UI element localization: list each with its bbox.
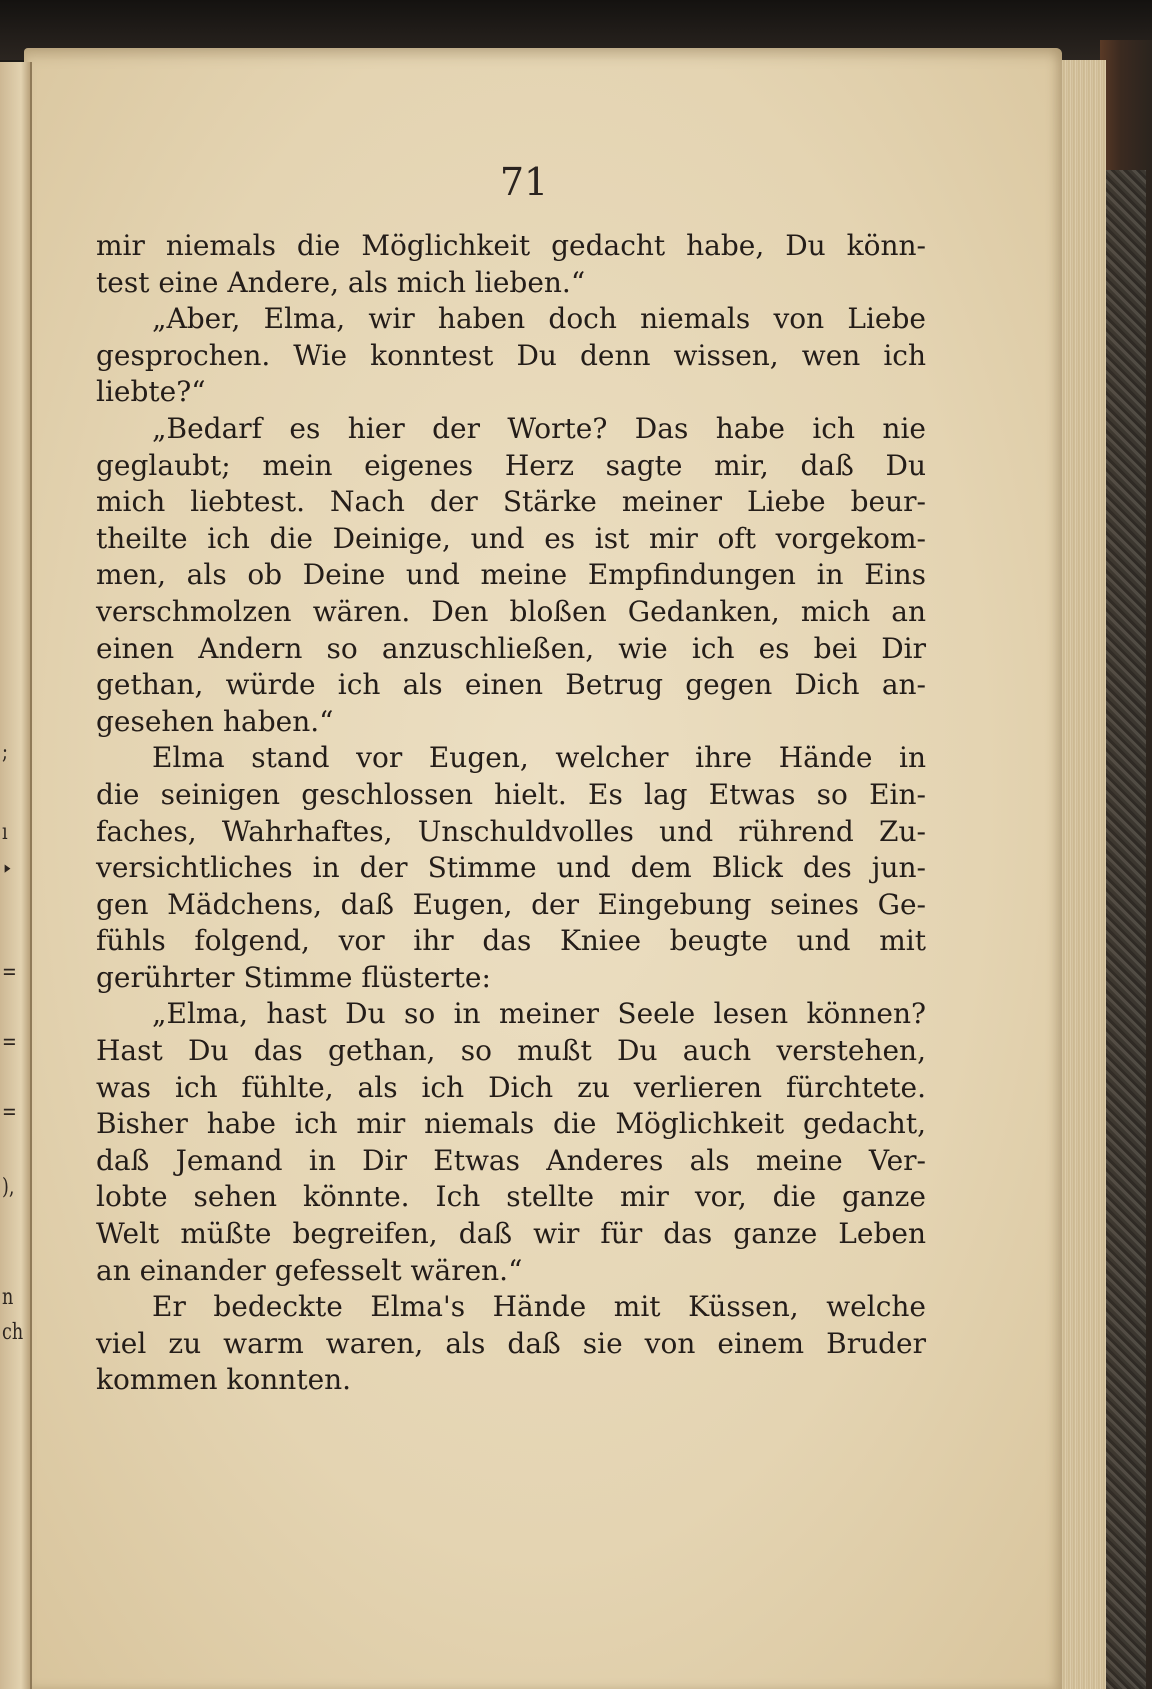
previous-page-fragment: ),: [2, 1175, 15, 1200]
text-line: einen Andern so anzuschließen, wie ich es bei Dir: [96, 631, 926, 665]
text-line: gen Mädchens, daß Eugen, der Eingebung seines Ge-: [96, 887, 926, 921]
text-line: kommen konnten.: [96, 1363, 352, 1397]
previous-page-fragment: =: [2, 1100, 17, 1125]
text-line: viel zu warm waren, als daß sie von einem Bruder: [96, 1326, 926, 1360]
text-line: die seinigen geschlossen hielt. Es lag Etwas so Ein-: [96, 777, 926, 811]
text-line: „Aber, Elma, wir haben doch niemals von Liebe: [152, 302, 926, 336]
text-line: faches, Wahrhaftes, Unschuldvolles und rührend Zu-: [96, 814, 926, 848]
text-line: gesprochen. Wie konntest Du denn wissen, wen ich: [96, 338, 926, 372]
previous-page-edge: [0, 62, 32, 1689]
text-line: „Bedarf es hier der Worte? Das habe ich nie: [152, 411, 926, 445]
text-line: Bisher habe ich mir niemals die Möglichkeit gedacht,: [96, 1107, 926, 1141]
previous-page-fragment: =: [2, 1030, 17, 1055]
text-line: test eine Andere, als mich lieben.“: [96, 265, 586, 299]
text-line: gesehen haben.“: [96, 704, 334, 738]
text-line: mich liebtest. Nach der Stärke meiner Liebe beur-: [96, 485, 926, 519]
previous-page-fragment: ch: [2, 1320, 24, 1345]
text-line: daß Jemand in Dir Etwas Anderes als meine Ver-: [96, 1143, 926, 1177]
text-line: fühls folgend, vor ihr das Kniee beugte und mit: [96, 924, 926, 958]
text-line: gethan, würde ich als einen Betrug gegen Dich an-: [96, 668, 926, 702]
text-line: theilte ich die Deinige, und es ist mir oft vorgekom-: [96, 521, 926, 555]
text-line: Welt müßte begreifen, daß wir für das ganze Leben: [96, 1217, 926, 1251]
text-line: Elma stand vor Eugen, welcher ihre Hände in: [152, 741, 926, 775]
book-page: [24, 48, 1062, 1689]
text-line: geglaubt; mein eigenes Herz sagte mir, daß Du: [96, 448, 926, 482]
book-cover: [1100, 40, 1152, 1689]
previous-page-fragment: ‣: [2, 858, 13, 883]
text-line: gerührter Stimme flüsterte:: [96, 960, 491, 994]
text-line: Er bedeckte Elma's Hände mit Küssen, welche: [152, 1290, 926, 1324]
text-line: men, als ob Deine und meine Empfindungen in Eins: [96, 558, 926, 592]
previous-page-fragment: n: [2, 1285, 14, 1310]
text-line: an einander gefesselt wären.“: [96, 1253, 523, 1287]
previous-page-fragment: ı: [2, 820, 8, 845]
text-line: „Elma, hast Du so in meiner Seele lesen können?: [152, 997, 926, 1031]
text-line: lobte sehen könnte. Ich stellte mir vor, die ganze: [96, 1180, 926, 1214]
previous-page-fragment: =: [2, 960, 17, 985]
text-line: liebte?“: [96, 375, 206, 409]
text-line: mir niemals die Möglichkeit gedacht habe, Du könn-: [96, 229, 926, 262]
text-line: Hast Du das gethan, so mußt Du auch verstehen,: [96, 1034, 926, 1068]
previous-page-fragment: ;: [2, 740, 8, 765]
text-line: was ich fühlte, als ich Dich zu verlieren fürchtete.: [96, 1070, 926, 1104]
text-line: versichtliches in der Stimme und dem Blick des jun-: [96, 851, 926, 885]
page-number: 71: [499, 160, 549, 204]
page-text: [96, 228, 926, 1399]
text-line: verschmolzen wären. Den bloßen Gedanken, mich an: [96, 594, 926, 628]
